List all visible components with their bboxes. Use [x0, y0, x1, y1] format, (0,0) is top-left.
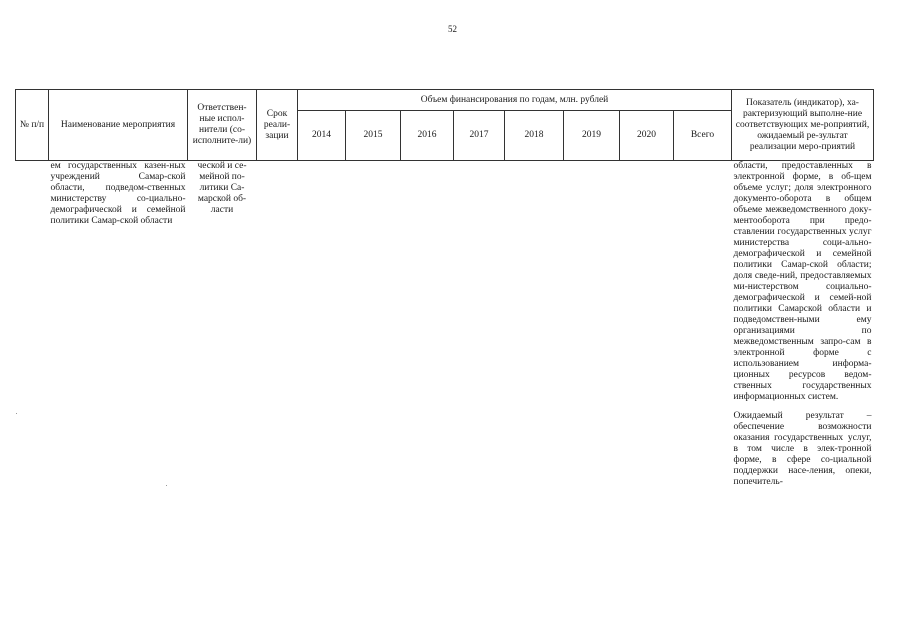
header-year-2015: 2015: [346, 111, 401, 161]
cell-executors: [188, 161, 257, 489]
cell-2020: [620, 161, 674, 489]
header-year-2017: 2017: [454, 111, 505, 161]
cell-indicator: [732, 161, 874, 489]
cell-2018: [505, 161, 564, 489]
cell-2017: [454, 161, 505, 489]
header-term: Срок реали-зации: [257, 90, 298, 161]
cell-term: [257, 161, 298, 489]
header-total: Всего: [674, 111, 732, 161]
cell-2015: [346, 161, 401, 489]
scan-speck: [166, 485, 167, 486]
cell-2014: [298, 161, 346, 489]
header-funding-group: Объем финансирования по годам, млн. рублей: [298, 90, 732, 111]
header-year-2020: 2020: [620, 111, 674, 161]
cell-name: [49, 161, 188, 489]
cell-total: [674, 161, 732, 489]
program-table: [15, 89, 874, 488]
header-year-2016: 2016: [401, 111, 454, 161]
header-executors: Ответствен-ные испол-нители (со-исполните-ли): [188, 90, 257, 161]
header-year-2014: 2014: [298, 111, 346, 161]
indicator-text-1: области, предоставленных в электронной форме, в об-щем объеме услуг; доля электронного документо-оборота в общем объеме межведомственного доку-ментооборота при предо-ставлении государственных услуг министерства соци-ально-демографической и семейной политики Самар-ской области; доля сведе-ний, предоставляемых ми-нистерством социально-демографической и семей-ной политики Самарской области и подведомствен-ными ему организациями по межведомственным запро-сам в электронной форме с использованием информа-ционных ресурсов ведом-ственных государственных информационных систем.: [733, 161, 872, 402]
header-indicator: Показатель (индикатор), ха-рактеризующий выполне-ние соответствующих ме-роприятий, ожидаемый ре-зультат реализации меро-приятий: [732, 90, 874, 161]
header-year-2019: 2019: [564, 111, 620, 161]
cell-2016: [401, 161, 454, 489]
cell-num: [16, 161, 49, 489]
scan-speck: [16, 413, 17, 414]
page-number: 52: [448, 24, 457, 34]
executor-text: ческой и се-мейной по-литики Са-марской об-ласти: [197, 161, 247, 215]
name-text: ем государственных казен-ных учреждений Самар-ской области, подведом-ственных министерству со-циально-демографической и семейной политики Самар-ской области: [50, 161, 186, 226]
header-name: Наименование мероприятия: [49, 90, 188, 161]
indicator-text-2: Ожидаемый результат – обеспечение возможности оказания государственных услуг, в том числе в элек-тронной форме, в сфере со-циальной поддержки насе-ления, опеки, попечитель-: [733, 411, 872, 487]
cell-2019: [564, 161, 620, 489]
header-num: № п/п: [16, 90, 49, 161]
header-year-2018: 2018: [505, 111, 564, 161]
table-row: [16, 161, 874, 489]
